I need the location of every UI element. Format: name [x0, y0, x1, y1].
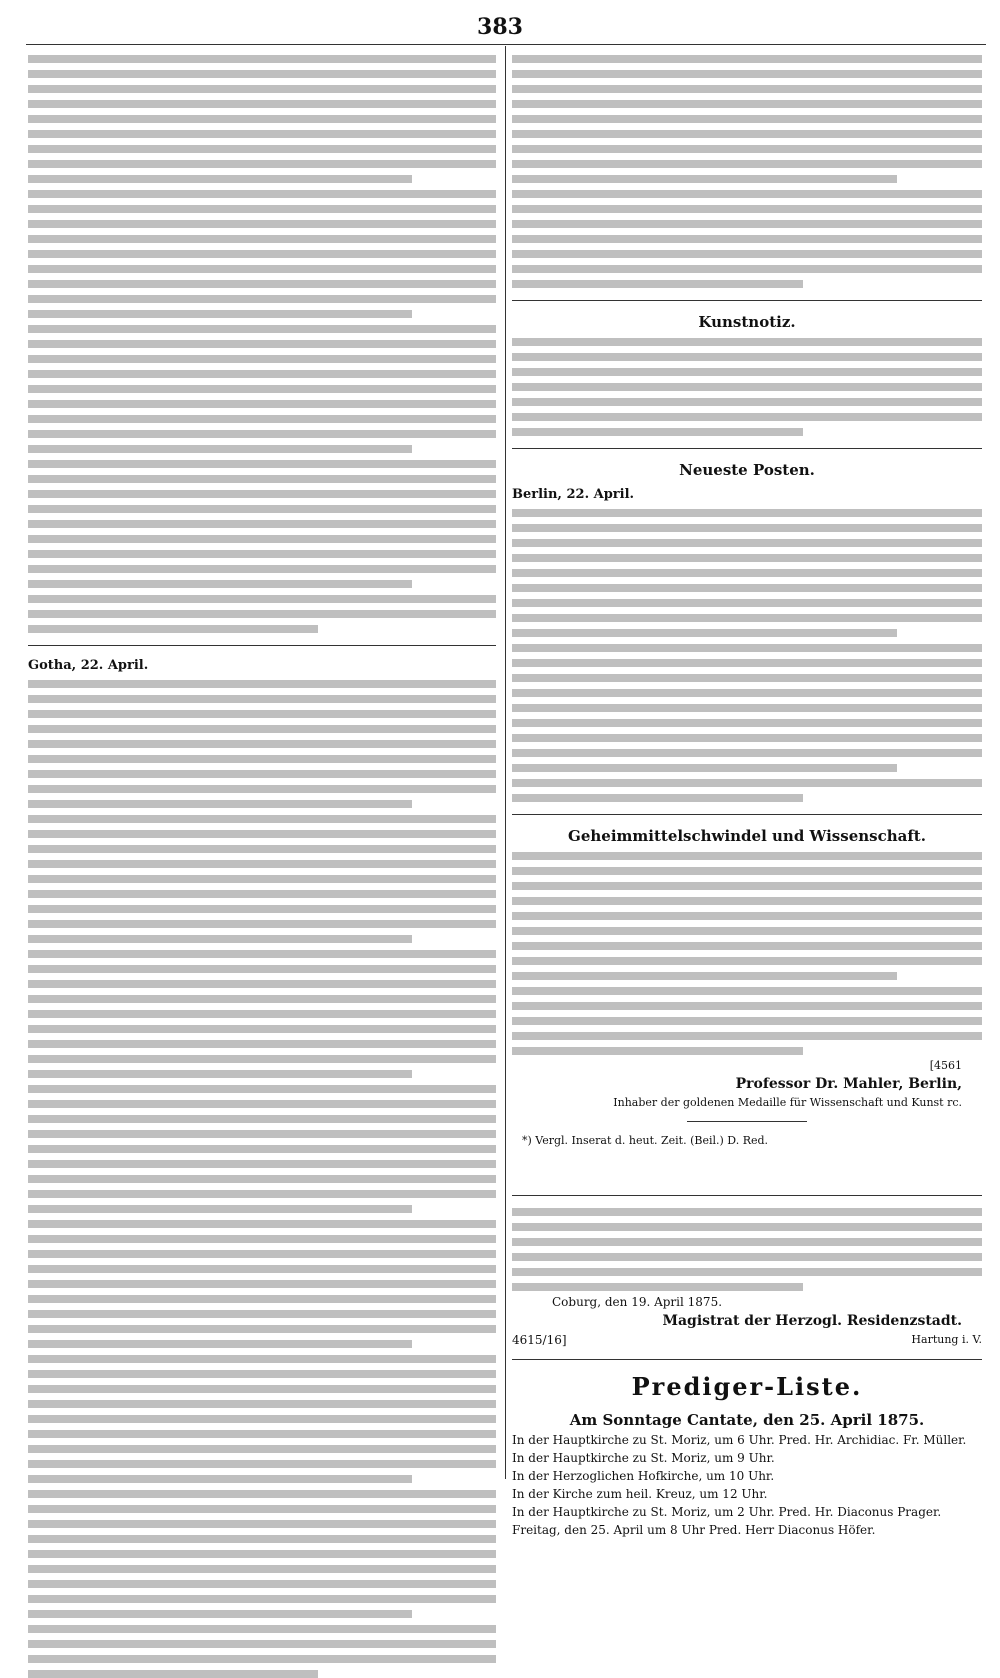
- text-line: [512, 629, 897, 637]
- prediger-liste-heading: Prediger-Liste.: [631, 1372, 863, 1401]
- text-line: [28, 310, 412, 318]
- text-line: [28, 710, 496, 718]
- text-line: [28, 1055, 496, 1063]
- text-line: [28, 355, 496, 363]
- text-line: [512, 353, 982, 361]
- text-line: [28, 1205, 412, 1213]
- text-line: [28, 580, 412, 588]
- text-line: [28, 1625, 496, 1633]
- kunstnotiz-text: [512, 338, 982, 436]
- text-line: [28, 415, 496, 423]
- section-separator: [512, 1359, 982, 1360]
- article-mellenthin-text: [28, 55, 496, 633]
- text-line: [28, 340, 496, 348]
- text-line: [28, 220, 496, 228]
- text-line: [28, 1340, 412, 1348]
- text-line: [512, 509, 982, 517]
- text-line: [512, 749, 982, 757]
- text-line: [28, 860, 496, 868]
- neueste-posten-heading: Neueste Posten.: [679, 461, 815, 479]
- text-line: [28, 1475, 412, 1483]
- text-line: [28, 1310, 496, 1318]
- text-line: [28, 490, 496, 498]
- text-line: [28, 1580, 496, 1588]
- text-line: [512, 1017, 982, 1025]
- text-line: [28, 70, 496, 78]
- text-line: [28, 625, 318, 633]
- text-line: [512, 719, 982, 727]
- text-line: [28, 295, 496, 303]
- text-line: [28, 1025, 496, 1033]
- article-separator: [28, 645, 496, 646]
- notice-place-date: Coburg, den 19. April 1875.: [552, 1295, 723, 1309]
- text-line: [512, 584, 982, 592]
- ad-number: [4561: [929, 1059, 962, 1072]
- text-line: [512, 398, 982, 406]
- text-line: [512, 882, 982, 890]
- magistrat-notice-text: [512, 1208, 982, 1291]
- text-line: [28, 1490, 496, 1498]
- header-rule: [26, 44, 986, 45]
- text-line: [512, 368, 982, 376]
- editor-footnote: *) Vergl. Inserat d. heut. Zeit. (Beil.) D. Red.: [522, 1134, 769, 1147]
- text-line: [28, 1040, 496, 1048]
- text-line: [28, 905, 496, 913]
- text-line: [28, 1070, 412, 1078]
- text-line: [28, 875, 496, 883]
- footnote-rule: [687, 1121, 807, 1122]
- article-gotha-text: [28, 680, 496, 1678]
- text-line: [28, 740, 496, 748]
- section-separator: [512, 448, 982, 449]
- notice-signature: Magistrat der Herzogl. Residenzstadt.: [662, 1313, 962, 1329]
- text-line: [512, 524, 982, 532]
- text-line: [512, 280, 803, 288]
- text-line: [28, 995, 496, 1003]
- text-line: [28, 130, 496, 138]
- section-separator: [512, 300, 982, 301]
- text-line: [28, 190, 496, 198]
- text-line: [512, 1002, 982, 1010]
- text-line: [28, 1520, 496, 1528]
- text-line: [28, 1295, 496, 1303]
- text-line: [512, 205, 982, 213]
- text-line: [28, 1190, 496, 1198]
- text-line: [28, 535, 496, 543]
- text-line: [512, 175, 897, 183]
- text-line: [28, 145, 496, 153]
- text-line: [28, 830, 496, 838]
- geheimmittel-heading: Geheimmittelschwindel und Wissenschaft.: [568, 827, 926, 845]
- text-line: [512, 145, 982, 153]
- text-line: [512, 383, 982, 391]
- text-line: [28, 505, 496, 513]
- text-line: [28, 235, 496, 243]
- text-line: [512, 867, 982, 875]
- text-line: [28, 920, 496, 928]
- text-line: [28, 205, 496, 213]
- text-line: [512, 250, 982, 258]
- text-line: [28, 1355, 496, 1363]
- church-list-item: In der Hauptkirche zu St. Moriz, um 2 Uhr. Pred. Hr. Diaconus Prager.: [512, 1505, 942, 1519]
- text-line: [28, 1400, 496, 1408]
- text-line: [28, 1145, 496, 1153]
- church-list-item: In der Hauptkirche zu St. Moriz, um 9 Uhr.: [512, 1451, 775, 1465]
- text-line: [28, 550, 496, 558]
- text-line: [28, 1655, 496, 1663]
- notice-number: 4615/16]: [512, 1333, 567, 1347]
- text-line: [512, 912, 982, 920]
- text-line: [28, 1535, 496, 1543]
- text-line: [28, 890, 496, 898]
- text-line: [512, 190, 982, 198]
- text-line: [512, 1268, 982, 1276]
- text-line: [28, 265, 496, 273]
- text-line: [28, 950, 496, 958]
- text-line: [512, 897, 982, 905]
- text-line: [28, 1430, 496, 1438]
- text-line: [512, 265, 982, 273]
- text-line: [28, 1280, 496, 1288]
- text-line: [28, 1670, 318, 1678]
- text-line: [512, 338, 982, 346]
- text-line: [512, 1283, 803, 1291]
- text-line: [512, 428, 803, 436]
- text-line: [28, 325, 496, 333]
- text-line: [28, 770, 496, 778]
- geheimmittel-text: [512, 852, 982, 1055]
- text-line: [28, 85, 496, 93]
- text-line: [28, 680, 496, 688]
- church-list-item: Freitag, den 25. April um 8 Uhr Pred. Herr Diaconus Höfer.: [512, 1523, 876, 1537]
- text-line: [28, 565, 496, 573]
- text-line: [28, 695, 496, 703]
- text-line: [28, 1415, 496, 1423]
- text-line: [28, 1250, 496, 1258]
- text-line: [512, 1032, 982, 1040]
- text-line: [512, 160, 982, 168]
- text-line: [28, 520, 496, 528]
- left-column: [28, 48, 496, 1678]
- text-line: [28, 1595, 496, 1603]
- right-column: [512, 48, 982, 1537]
- text-line: [28, 1115, 496, 1123]
- text-line: [28, 250, 496, 258]
- text-line: [512, 794, 803, 802]
- text-line: [512, 1223, 982, 1231]
- church-list-item: In der Herzoglichen Hofkirche, um 10 Uhr.: [512, 1469, 775, 1483]
- text-line: [512, 1047, 803, 1055]
- text-line: [28, 175, 412, 183]
- text-line: [512, 1238, 982, 1246]
- text-line: [512, 689, 982, 697]
- text-line: [28, 460, 496, 468]
- text-line: [28, 815, 496, 823]
- text-line: [512, 539, 982, 547]
- text-line: [28, 725, 496, 733]
- text-line: [28, 1445, 496, 1453]
- text-line: [28, 400, 496, 408]
- text-line: [28, 160, 496, 168]
- page-number: 383: [477, 14, 523, 40]
- text-line: [512, 957, 982, 965]
- text-line: [28, 1235, 496, 1243]
- kunstnotiz-heading: Kunstnotiz.: [698, 313, 796, 331]
- notice-footer: [512, 1333, 982, 1347]
- text-line: [512, 85, 982, 93]
- text-line: [28, 1175, 496, 1183]
- text-line: [512, 1253, 982, 1261]
- geheimmittel-number: [512, 1059, 962, 1072]
- text-line: [512, 130, 982, 138]
- text-line: [512, 779, 982, 787]
- text-line: [512, 734, 982, 742]
- text-line: [28, 845, 496, 853]
- text-line: [512, 235, 982, 243]
- text-line: [512, 674, 982, 682]
- text-line: [28, 1085, 496, 1093]
- text-line: [28, 115, 496, 123]
- neueste-posten-text: [512, 509, 982, 802]
- text-line: [28, 370, 496, 378]
- text-line: [28, 475, 496, 483]
- text-line: [512, 644, 982, 652]
- text-line: [512, 704, 982, 712]
- text-line: [28, 595, 496, 603]
- text-line: [28, 280, 496, 288]
- text-line: [28, 1325, 496, 1333]
- text-line: [28, 1220, 496, 1228]
- text-line: [28, 965, 496, 973]
- section-separator: [512, 1195, 982, 1196]
- text-line: [512, 115, 982, 123]
- text-line: [512, 569, 982, 577]
- text-line: [512, 554, 982, 562]
- article-continuation-text: [512, 55, 982, 288]
- text-line: [512, 599, 982, 607]
- column-divider: [505, 46, 506, 1479]
- text-line: [28, 755, 496, 763]
- text-line: [28, 445, 412, 453]
- text-line: [512, 220, 982, 228]
- text-line: [28, 430, 496, 438]
- church-list: [512, 1433, 982, 1537]
- text-line: [512, 1208, 982, 1216]
- text-line: [512, 614, 982, 622]
- text-line: [512, 413, 982, 421]
- text-line: [28, 55, 496, 63]
- text-line: [512, 55, 982, 63]
- text-line: [28, 100, 496, 108]
- notice-signature-name: Hartung i. V.: [911, 1333, 982, 1346]
- text-line: [512, 942, 982, 950]
- text-line: [28, 1385, 496, 1393]
- text-line: [28, 1160, 496, 1168]
- text-line: [28, 1550, 496, 1558]
- text-line: [28, 935, 412, 943]
- text-line: [512, 972, 897, 980]
- text-line: [512, 987, 982, 995]
- text-line: [28, 1265, 496, 1273]
- text-line: [28, 785, 496, 793]
- text-line: [28, 1505, 496, 1513]
- church-list-item: In der Hauptkirche zu St. Moriz, um 6 Uhr. Pred. Hr. Archidiac. Fr. Müller.: [512, 1433, 967, 1447]
- section-separator: [512, 814, 982, 815]
- text-line: [28, 610, 496, 618]
- text-line: [512, 100, 982, 108]
- gotha-dateline: Gotha, 22. April.: [28, 658, 149, 673]
- text-line: [512, 659, 982, 667]
- church-list-item: In der Kirche zum heil. Kreuz, um 12 Uhr.: [512, 1487, 768, 1501]
- text-line: [28, 385, 496, 393]
- text-line: [512, 764, 897, 772]
- text-line: [28, 1565, 496, 1573]
- text-line: [28, 980, 496, 988]
- sunday-heading: Am Sonntage Cantate, den 25. April 1875.: [569, 1411, 925, 1429]
- text-line: [28, 1640, 496, 1648]
- berlin-dateline: Berlin, 22. April.: [512, 487, 635, 502]
- text-line: [28, 800, 412, 808]
- geheimmittel-signature: Professor Dr. Mahler, Berlin,: [735, 1076, 962, 1092]
- text-line: [28, 1100, 496, 1108]
- text-line: [28, 1610, 412, 1618]
- text-line: [512, 70, 982, 78]
- text-line: [512, 927, 982, 935]
- text-line: [28, 1130, 496, 1138]
- text-line: [28, 1370, 496, 1378]
- text-line: [28, 1460, 496, 1468]
- text-line: [512, 852, 982, 860]
- text-line: [28, 1010, 496, 1018]
- geheimmittel-signature-line2: Inhaber der goldenen Medaille für Wissenschaft und Kunst rc.: [613, 1096, 962, 1109]
